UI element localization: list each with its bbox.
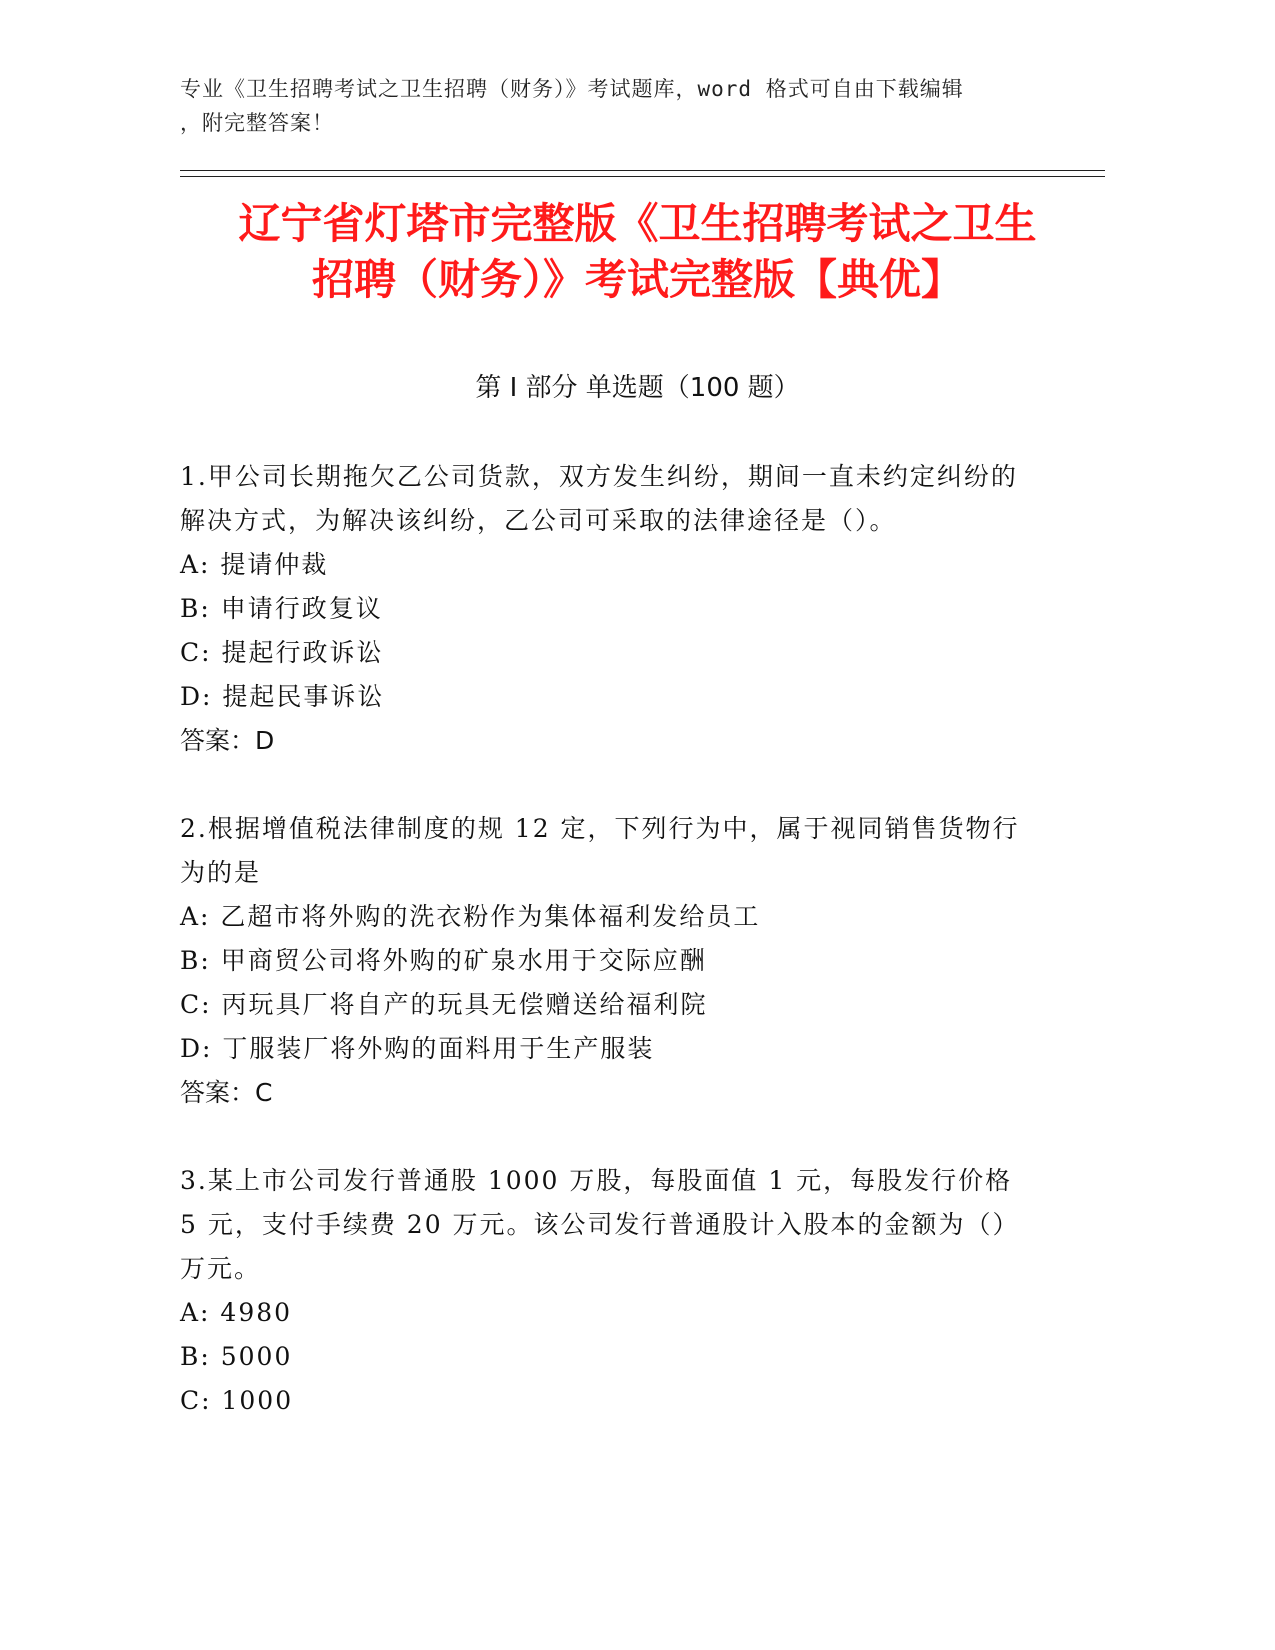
question-stem: 3.某上市公司发行普通股 1000 万股，每股面值 1 元，每股发行价格 5 元，支付手续费 20 万元。该公司发行普通股计入股本的金额为（）万元。 [180, 1166, 1020, 1283]
option-d: D: 丁服装厂将外购的面料用于生产服装 [180, 1034, 655, 1063]
header-note [180, 72, 1080, 140]
document-title-line2: 招聘（财务）》考试完整版【典优】 [311, 255, 963, 304]
option-a: A: 提请仲裁 [180, 550, 329, 579]
header-note-line2: ，附完整答案！ [180, 111, 334, 135]
option-c: C: 提起行政诉讼 [180, 638, 384, 667]
header-divider-bottom [180, 176, 1105, 177]
option-a: A: 4980 [180, 1298, 293, 1327]
header-divider-top [180, 170, 1105, 171]
answer: 答案：C [180, 1078, 273, 1107]
question-stem: 2.根据增值税法律制度的规 12 定，下列行为中，属于视同销售货物行为的是 [180, 814, 1020, 887]
option-b: B: 5000 [180, 1342, 293, 1371]
option-d: D: 提起民事诉讼 [180, 682, 385, 711]
option-b: B: 甲商贸公司将外购的矿泉水用于交际应酬 [180, 946, 707, 975]
document-title [150, 196, 1125, 308]
option-b: B: 申请行政复议 [180, 594, 383, 623]
question-list [180, 455, 1040, 1467]
question-3 [180, 1159, 1040, 1423]
header-note-line1: 专业《卫生招聘考试之卫生招聘（财务）》考试题库，word 格式可自由下载编辑 [180, 77, 964, 101]
document-title-line1: 辽宁省灯塔市完整版《卫生招聘考试之卫生 [238, 199, 1037, 248]
question-1 [180, 455, 1040, 763]
option-c: C: 丙玩具厂将自产的玩具无偿赠送给福利院 [180, 990, 708, 1019]
option-c: C: 1000 [180, 1386, 294, 1415]
question-2 [180, 807, 1040, 1115]
option-a: A: 乙超市将外购的洗衣粉作为集体福利发给员工 [180, 902, 761, 931]
section-title: 第 I 部分 单选题（100 题） [475, 373, 800, 403]
question-stem: 1.甲公司长期拖欠乙公司货款，双方发生纠纷，期间一直未约定纠纷的解决方式，为解决该纠纷，乙公司可采取的法律途径是（）。 [180, 462, 1018, 535]
answer: 答案：D [180, 726, 275, 755]
